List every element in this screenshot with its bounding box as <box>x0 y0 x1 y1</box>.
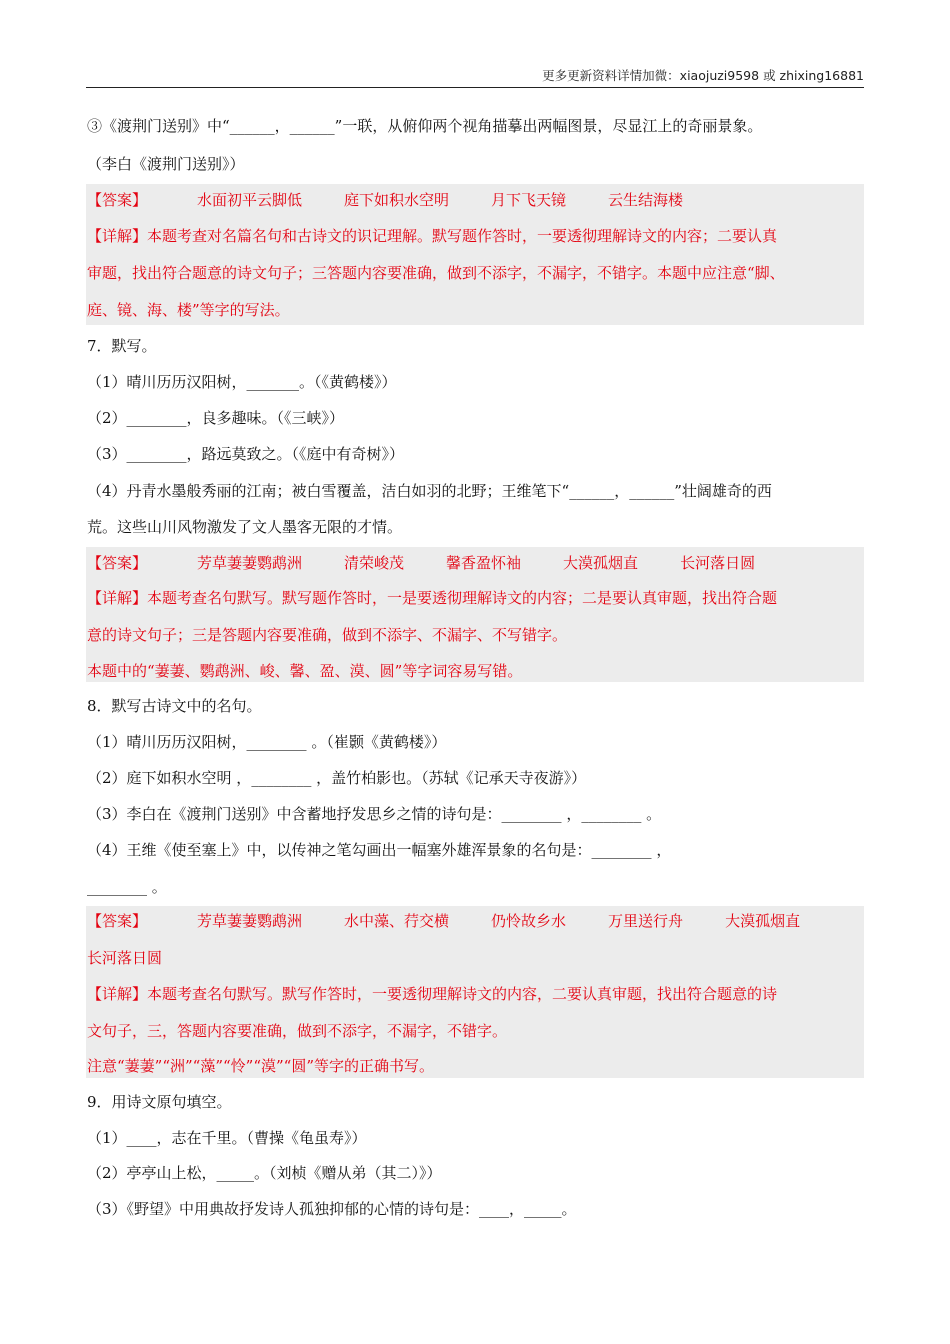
answer-item: 馨香盈怀袖 <box>446 554 522 572</box>
header-divider <box>86 87 864 88</box>
q8-item: ________ 。 <box>87 878 167 896</box>
q7-item: （4）丹青水墨般秀丽的江南；被白雪覆盖，洁白如羽的北野；王维笔下“______，______”壮阔雄奇的西 <box>87 482 772 500</box>
q9-item: （3）《野望》中用典故抒发诗人孤独抑郁的心情的诗句是：____，_____。 <box>87 1200 577 1218</box>
q7-item: （2）________，良多趣味。（《三峡》） <box>87 409 345 427</box>
answer-label: 【答案】 <box>87 912 148 930</box>
answer-item: 水面初平云脚低 <box>197 191 303 209</box>
q7-answer-line <box>87 548 867 578</box>
q9-item: （1）____，志在千里。（曹操《龟虽寿》） <box>87 1129 367 1147</box>
q7-item: 荒。这些山川风物激发了文人墨客无限的才情。 <box>87 518 403 536</box>
q7-item: （1）晴川历历汉阳树，_______。（《黄鹤楼》） <box>87 373 397 391</box>
answer-item: 庭下如积水空明 <box>344 191 450 209</box>
q9-item: （2）亭亭山上松，_____。（刘桢《赠从弟（其二）》） <box>87 1164 442 1182</box>
q6-item-3: ③《渡荆门送别》中“______，______”一联，从俯仰两个视角描摹出两幅图景，尽显江上的奇丽景象。 <box>87 117 763 135</box>
answer-item: 云生结海楼 <box>608 191 684 209</box>
page-header: 更多更新资料详情加微：xiaojuzi9598 或 zhixing16881 <box>542 68 864 83</box>
answer-item: 月下飞天镜 <box>491 191 567 209</box>
answer-item: 长河落日圆 <box>680 554 756 572</box>
q8-detail-line: 【详解】本题考查名句默写。默写作答时，一要透彻理解诗文的内容，二要认真审题，找出符合题意的诗 <box>87 985 778 1003</box>
q9-title: 9．用诗文原句填空。 <box>87 1093 232 1111</box>
answer-item: 仍怜故乡水 <box>491 912 567 930</box>
q6-detail-line: 【详解】本题考查对名篇名句和古诗文的识记理解。默写题作答时，一要透彻理解诗文的内容；二要认真 <box>87 227 778 245</box>
q6-detail-line: 审题，找出符合题意的诗文句子；三答题内容要准确，做到不添字，不漏字，不错字。本题中应注意“脚、 <box>87 264 785 282</box>
q7-detail-line: 【详解】本题考查名句默写。默写题作答时，一是要透彻理解诗文的内容；二是要认真审题，找出符合题 <box>87 589 778 607</box>
answer-item: 大漠孤烟直 <box>725 912 801 930</box>
answer-item: 大漠孤烟直 <box>563 554 639 572</box>
q8-item: （2）庭下如积水空明 ，________ ，盖竹柏影也。（苏轼《记承天寺夜游》） <box>87 769 587 787</box>
q6-source: （李白《渡荆门送别》） <box>87 155 245 173</box>
answer-item: 芳草萋萋鹦鹉洲 <box>197 554 303 572</box>
q8-answer-line-2: 长河落日圆 <box>87 949 163 967</box>
answer-item: 水中藻、荇交横 <box>344 912 450 930</box>
q8-item: （1）晴川历历汉阳树，________ 。（崔颢《黄鹤楼》） <box>87 733 447 751</box>
q8-detail-line: 文句子，三，答题内容要准确，做到不添字，不漏字，不错字。 <box>87 1022 508 1040</box>
q6-answer-line <box>87 185 867 215</box>
q7-title: 7．默写。 <box>87 337 157 355</box>
answer-label: 【答案】 <box>87 554 148 572</box>
answer-item: 万里送行舟 <box>608 912 684 930</box>
q8-item: （4）王维《使至塞上》中，以传神之笔勾画出一幅塞外雄浑景象的名句是：________ ， <box>87 841 672 859</box>
q7-item: （3）________，路远莫致之。（《庭中有奇树》） <box>87 445 405 463</box>
q8-item: （3）李白在《渡荆门送别》中含蓄地抒发思乡之情的诗句是：________ ，________ 。 <box>87 805 662 823</box>
q8-answer-line <box>87 906 867 936</box>
q7-detail-line: 本题中的“萋萋、鹦鹉洲、峻、馨、盈、漠、圆”等字词容易写错。 <box>87 662 523 680</box>
q7-detail-line: 意的诗文句子；三是答题内容要准确，做到不添字、不漏字、不写错字。 <box>87 626 568 644</box>
answer-item: 芳草萋萋鹦鹉洲 <box>197 912 303 930</box>
answer-item: 清荣峻茂 <box>344 554 405 572</box>
q8-title: 8．默写古诗文中的名句。 <box>87 697 262 715</box>
q6-detail-line: 庭、镜、海、楼”等字的写法。 <box>87 301 290 319</box>
answer-label: 【答案】 <box>87 191 148 209</box>
q8-detail-line: 注意“萋萋”“洲”“藻”“怜”“漠”“圆”等字的正确书写。 <box>87 1057 435 1075</box>
